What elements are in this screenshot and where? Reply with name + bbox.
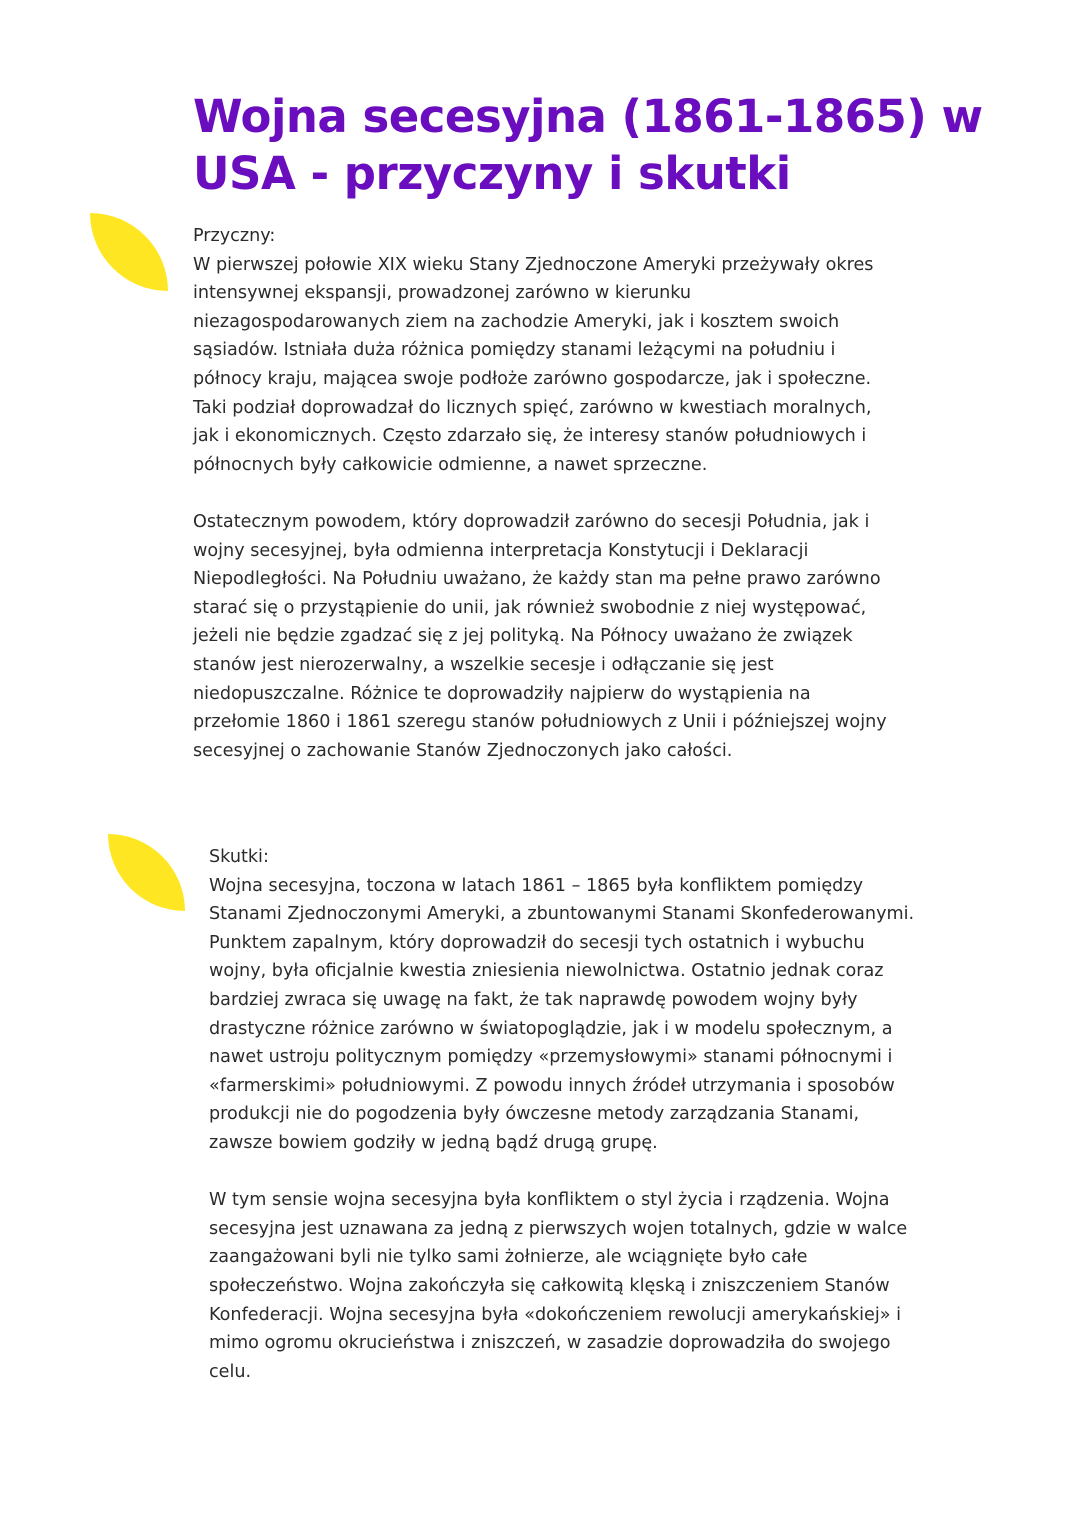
paragraph-line: produkcji nie do pogodzenia były ówczesne metody zarządzania Stanami,	[209, 1104, 860, 1125]
paragraph-line: stanów jest nierozerwalny, a wszelkie secesje i odłączanie się jest	[193, 654, 774, 675]
causes-section	[193, 222, 983, 765]
paragraph-line: starać się o przystąpienie do unii, jak również swobodnie z niej występować,	[193, 597, 867, 618]
page-title-line-1: Wojna secesyjna (1861-1865) w	[193, 90, 983, 143]
paragraph-line: drastyczne różnice zarówno w światopoglądzie, jak i w modelu społecznym, a	[209, 1018, 893, 1039]
paragraph-line: intensywnej ekspansji, prowadzonej zarówno w kierunku	[193, 283, 692, 304]
paragraph-spacer	[193, 479, 983, 508]
paragraph-line: niedopuszczalne. Różnice te doprowadziły najpierw do wystąpienia na	[193, 683, 811, 704]
paragraph-line: zawsze bowiem godziły w jedną bądź drugą grupę.	[209, 1132, 658, 1153]
paragraph-line: Wojna secesyjna, toczona w latach 1861 – 1865 była konfliktem pomiędzy	[209, 875, 863, 896]
paragraph-line: Konfederacji. Wojna secesyjna była «dokończeniem rewolucji amerykańskiej» i	[209, 1304, 902, 1325]
paragraph-line: W tym sensie wojna secesyjna była konfliktem o styl życia i rządzenia. Wojna	[209, 1190, 890, 1211]
effects-paragraph-1	[209, 872, 999, 1158]
paragraph-line: zaangażowani byli nie tylko sami żołnierze, ale wciągnięte było całe	[209, 1247, 808, 1268]
paragraph-line: przełomie 1860 i 1861 szeregu stanów południowych z Unii i późniejszej wojny	[193, 712, 887, 733]
paragraph-line: secesyjna jest uznawana za jedną z pierwszych wojen totalnych, gdzie w walce	[209, 1218, 908, 1239]
paragraph-line: Punktem zapalnym, który doprowadził do secesji tych ostatnich i wybuchu	[209, 932, 865, 953]
effects-section	[209, 843, 999, 1386]
paragraph-line: wojny, była oficjalnie kwestia zniesienia niewolnictwa. Ostatnio jednak coraz	[209, 961, 884, 982]
paragraph-line: mimo ogromu okrucieństwa i zniszczeń, w zasadzie doprowadziła do swojego	[209, 1333, 891, 1354]
paragraph-line: społeczeństwo. Wojna zakończyła się całkowitą klęską i zniszczeniem Stanów	[209, 1275, 890, 1296]
paragraph-line: Ostatecznym powodem, który doprowadził zarówno do secesji Południa, jak i	[193, 511, 870, 532]
paragraph-line: sąsiadów. Istniała duża różnica pomiędzy stanami leżącymi na południu i	[193, 340, 836, 361]
paragraph-line: bardziej zwraca się uwagę na fakt, że tak naprawdę powodem wojny były	[209, 989, 858, 1010]
paragraph-line: Niepodległości. Na Południu uważano, że każdy stan ma pełne prawo zarówno	[193, 569, 881, 590]
yellow-leaf-icon	[90, 213, 168, 291]
causes-paragraph-2	[193, 508, 983, 765]
effects-paragraph-2	[209, 1186, 999, 1386]
paragraph-line: secesyjnej o zachowanie Stanów Zjednoczonych jako całości.	[193, 740, 733, 761]
paragraph-line: Stanami Zjednoczonymi Ameryki, a zbuntowanymi Stanami Skonfederowanymi.	[209, 904, 915, 925]
paragraph-line: jak i ekonomicznych. Często zdarzało się, że interesy stanów południowych i	[193, 426, 867, 447]
yellow-leaf-icon	[108, 834, 185, 911]
page-title-line-2: USA - przyczyny i skutki	[193, 147, 791, 200]
paragraph-spacer	[209, 1158, 999, 1187]
paragraph-line: niezagospodarowanych ziem na zachodzie Ameryki, jak i kosztem swoich	[193, 311, 840, 332]
paragraph-line: W pierwszej połowie XIX wieku Stany Zjednoczone Ameryki przeżywały okres	[193, 254, 874, 275]
page-title	[193, 88, 1013, 202]
causes-heading: Przyczny:	[193, 226, 276, 246]
effects-heading: Skutki:	[209, 847, 269, 867]
paragraph-line: wojny secesyjnej, była odmienna interpretacja Konstytucji i Deklaracji	[193, 540, 809, 561]
paragraph-line: północy kraju, mającea swoje podłoże zarówno gospodarcze, jak i społeczne.	[193, 368, 872, 389]
paragraph-line: celu.	[209, 1361, 252, 1382]
causes-paragraph-1	[193, 251, 983, 480]
paragraph-line: północnych były całkowicie odmienne, a nawet sprzeczne.	[193, 454, 708, 475]
paragraph-line: nawet ustroju politycznym pomiędzy «przemysłowymi» stanami północnymi i	[209, 1047, 893, 1068]
paragraph-line: Taki podział doprowadzał do licznych spięć, zarówno w kwestiach moralnych,	[193, 397, 872, 418]
paragraph-line: jeżeli nie będzie zgadzać się z jej polityką. Na Północy uważano że związek	[193, 626, 853, 647]
paragraph-line: «farmerskimi» południowymi. Z powodu innych źródeł utrzymania i sposobów	[209, 1075, 895, 1096]
